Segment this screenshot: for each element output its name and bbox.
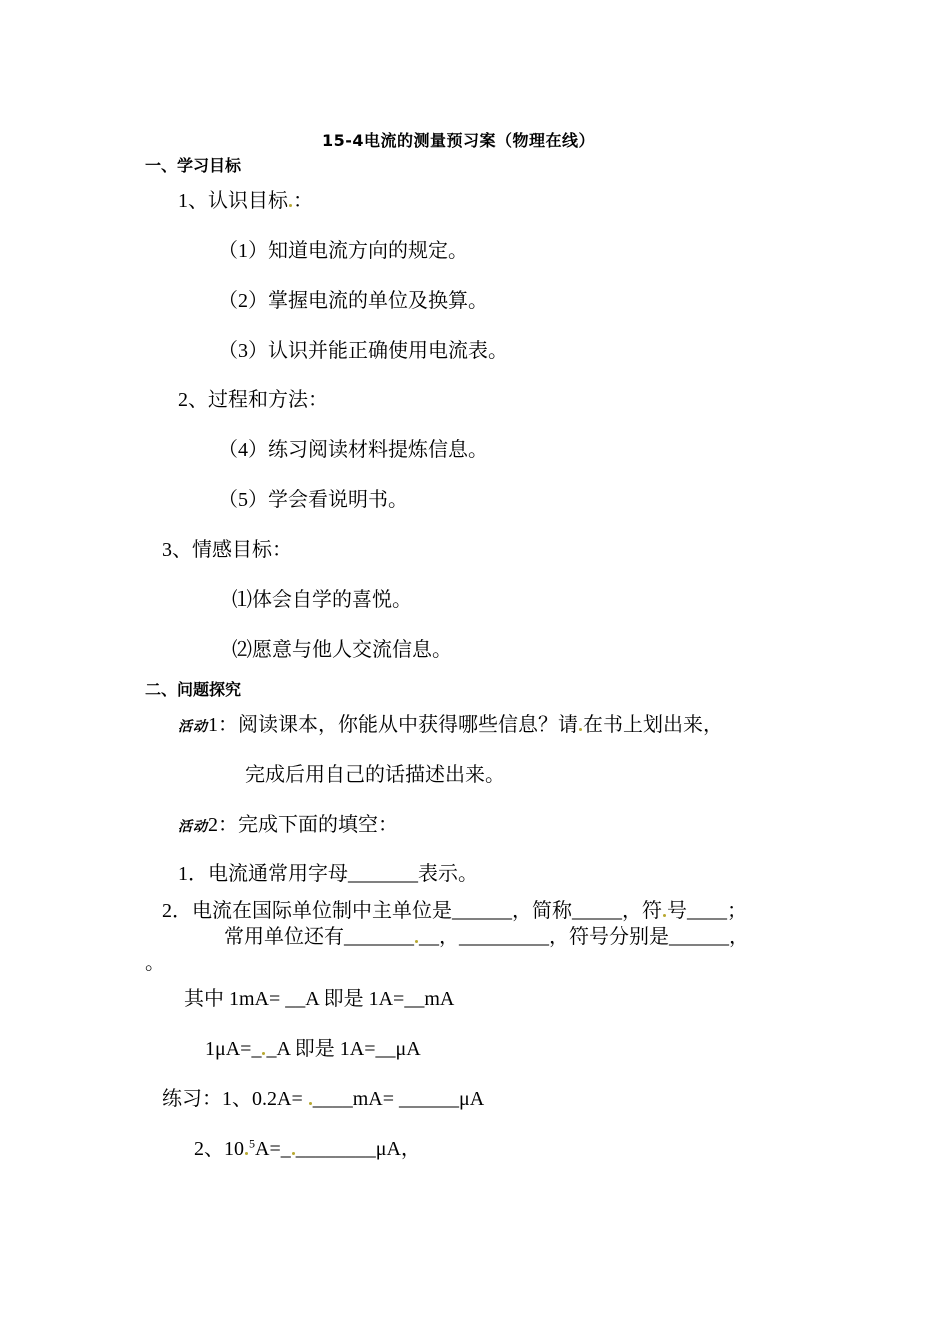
- activity-2: [178, 812, 398, 840]
- exercise-2-text-a: 2、10: [194, 1138, 244, 1160]
- emphasis-dot: [245, 1152, 248, 1155]
- exercise-2-text-b: A=_: [255, 1138, 291, 1160]
- goal-2-label: 2、过程和方法：: [178, 389, 328, 411]
- activity-1-text-a: 1：阅读课本，你能从中获得哪些信息？请: [208, 714, 578, 736]
- question-2-line-3: 。: [145, 952, 165, 974]
- exercise-1: [162, 1086, 484, 1112]
- section-heading-goals: 一、学习目标: [145, 156, 242, 175]
- exercise-2: [194, 1136, 421, 1162]
- exercise-1-text-b: ____mA= ______μA: [312, 1088, 485, 1110]
- exercise-1-text-a: 练习：1、0.2A=: [162, 1088, 308, 1110]
- activity-1: [178, 712, 723, 740]
- question-2-text-a: 2．电流在国际单位制中主单位是______，简称_____，符: [162, 900, 662, 922]
- activity-1-continuation: 完成后用自己的话描述出来。: [245, 764, 505, 786]
- goal-item-3: （3）认识并能正确使用电流表。: [218, 340, 508, 362]
- emphasis-dot: [579, 728, 582, 731]
- emphasis-dot: [309, 1102, 312, 1105]
- section-heading-inquiry: 二、问题探究: [145, 680, 242, 699]
- document-title: 15-4电流的测量预习案（物理在线）: [322, 131, 596, 150]
- goal-item-1: （1）知道电流方向的规定。: [218, 240, 468, 262]
- goal-item-emotion-1: ⑴体会自学的喜悦。: [232, 589, 412, 611]
- emphasis-dot: [262, 1052, 265, 1055]
- emphasis-dot: [663, 914, 666, 917]
- activity-2-tag: 活动: [178, 819, 208, 835]
- question-1: 1．电流通常用字母_______表示。: [178, 863, 478, 885]
- conversion-2: [205, 1036, 421, 1062]
- goal-item-5: （5）学会看说明书。: [218, 489, 408, 511]
- conversion-2-text-a: 1μA=_: [205, 1038, 262, 1060]
- goal-item-4: （4）练习阅读材料提炼信息。: [218, 439, 488, 461]
- question-2-text-c: 常用单位还有_______: [224, 926, 414, 948]
- question-2-text-d: __，_________，符号分别是______，: [419, 926, 749, 948]
- goal-1-colon: ：: [293, 190, 313, 212]
- question-2-line-1: [162, 898, 747, 924]
- conversion-2-text-b: _A 即是 1A=__μA: [266, 1038, 421, 1060]
- goal-1-label: [178, 188, 313, 214]
- exercise-2-text-c: ________μA，: [295, 1138, 421, 1160]
- question-2-text-b: 号____；: [667, 900, 747, 922]
- conversion-1: 其中 1mA= __A 即是 1A=__mA: [184, 988, 455, 1010]
- emphasis-dot: [289, 204, 292, 207]
- activity-1-text-b: 在书上划出来，: [583, 714, 723, 736]
- emphasis-dot: [292, 1152, 295, 1155]
- goal-3-label: 3、情感目标：: [162, 539, 292, 561]
- activity-2-text: 2：完成下面的填空：: [208, 814, 398, 836]
- exercise-2-exponent: 5: [249, 1136, 255, 1151]
- goal-item-2: （2）掌握电流的单位及换算。: [218, 290, 488, 312]
- activity-1-tag: 活动: [178, 719, 208, 735]
- emphasis-dot: [415, 940, 418, 943]
- question-2-line-2: [224, 924, 749, 950]
- goal-1-text: 1、认识目标: [178, 190, 288, 212]
- goal-item-emotion-2: ⑵愿意与他人交流信息。: [232, 639, 452, 661]
